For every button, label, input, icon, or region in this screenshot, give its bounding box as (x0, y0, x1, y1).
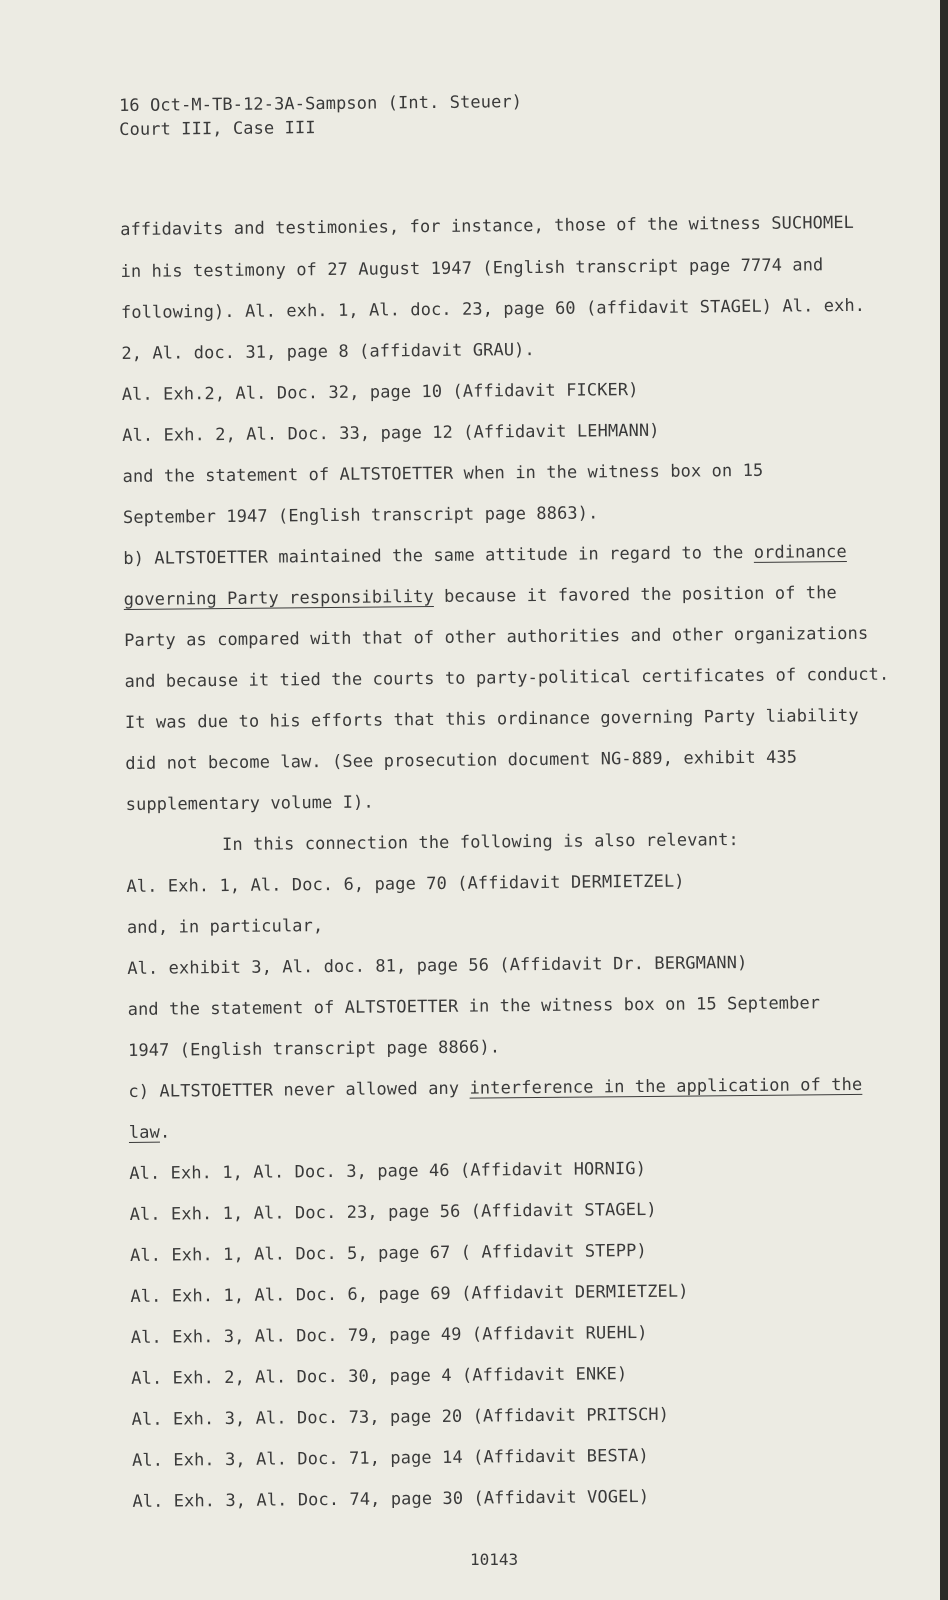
typed-text-block (118, 0, 903, 1600)
body-line (128, 1075, 862, 1102)
line-text: because it favored the position of the (433, 583, 837, 607)
body-line: Al. Exh.2, Al. Doc. 32, page 10 (Affidavit FICKER) (121, 380, 639, 405)
body-line: Al. Exh. 1, Al. Doc. 6, page 70 (Affidavit DERMIETZEL) (126, 871, 685, 897)
body-line: Al. Exh. 2, Al. Doc. 30, page 4 (Affidavit ENKE) (131, 1364, 628, 1389)
body-line: and, in particular, (126, 916, 324, 938)
body-line: Al. Exh. 3, Al. Doc. 73, page 20 (Affidavit PRITSCH) (131, 1404, 670, 1430)
line-text: b) ALTSTOETTER maintained the same attitude in regard to the (123, 542, 754, 569)
body-line: affidavits and testimonies, for instance, those of the witness SUCHOMEL (120, 212, 855, 240)
body-line: and because it tied the courts to party-political certificates of conduct. (124, 664, 890, 692)
body-line: supplementary volume I). (125, 792, 374, 815)
body-line: Al. Exh. 3, Al. Doc. 74, page 30 (Affidavit VOGEL) (132, 1486, 650, 1512)
header-line-2: Court III, Case III (119, 118, 316, 140)
underlined-phrase: governing Party responsibility (123, 586, 434, 610)
body-line: Al. Exh. 1, Al. Doc. 3, page 46 (Affidavit HORNIG) (129, 1158, 647, 1184)
page-number: 10143 (470, 1550, 519, 1569)
body-line: following). Al. exh. 1, Al. doc. 23, page 60 (affidavit STAGEL) Al. exh. (120, 295, 866, 323)
body-line: in his testimony of 27 August 1947 (English transcript page 7774 and (120, 255, 824, 282)
body-line (124, 583, 837, 610)
body-line (129, 1123, 171, 1143)
body-line: Al. Exh. 1, Al. Doc. 5, page 67 ( Affidavit STEPP) (129, 1240, 647, 1266)
body-line: Al. Exh. 3, Al. Doc. 79, page 49 (Affidavit RUEHL) (130, 1322, 648, 1348)
body-line: In this connection the following is also relevant: (222, 830, 739, 856)
header-line-1: 16 Oct-M-TB-12-3A-Sampson (Int. Steuer) (118, 92, 523, 116)
line-text: . (159, 1122, 171, 1143)
body-line: September 1947 (English transcript page 8863). (122, 503, 599, 528)
underlined-phrase: interference in the application of the (469, 1074, 863, 1099)
body-line: 2, Al. doc. 31, page 8 (affidavit GRAU). (121, 340, 535, 364)
body-line: It was due to his efforts that this ordinance governing Party liability (124, 705, 859, 733)
body-line: 1947 (English transcript page 8866). (127, 1037, 501, 1061)
body-line: did not become law. (See prosecution document NG-889, exhibit 435 (125, 747, 798, 774)
body-line: and the statement of ALTSTOETTER in the witness box on 15 September (127, 993, 821, 1020)
body-line: and the statement of ALTSTOETTER when in the witness box on 15 (122, 460, 764, 487)
underlined-phrase: law (128, 1122, 160, 1143)
body-line: Al. exhibit 3, Al. doc. 81, page 56 (Affidavit Dr. BERGMANN) (127, 953, 748, 979)
body-line (123, 542, 847, 569)
body-line: Party as compared with that of other authorities and other organizations (124, 623, 869, 651)
scan-edge (940, 0, 948, 1600)
body-line: Al. Exh. 3, Al. Doc. 71, page 14 (Affidavit BESTA) (131, 1445, 649, 1471)
body-line: Al. Exh. 2, Al. Doc. 33, page 12 (Affidavit LEHMANN) (122, 420, 660, 446)
body-line: Al. Exh. 1, Al. Doc. 23, page 56 (Affidavit STAGEL) (129, 1199, 657, 1225)
line-text: c) ALTSTOETTER never allowed any (128, 1078, 470, 1102)
body-line: Al. Exh. 1, Al. Doc. 6, page 69 (Affidavit DERMIETZEL) (130, 1281, 689, 1307)
underlined-phrase: ordinance (753, 542, 847, 563)
